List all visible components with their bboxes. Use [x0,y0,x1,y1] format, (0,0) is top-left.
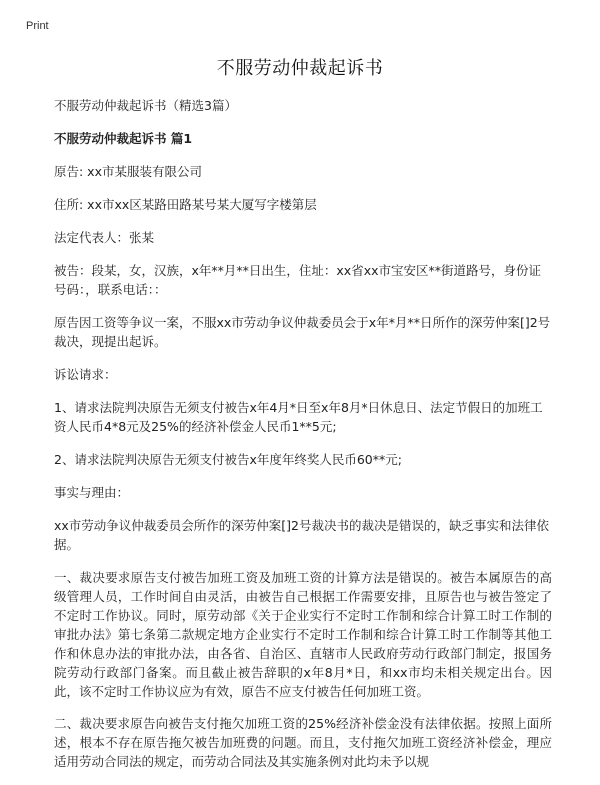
section-heading: 不服劳动仲裁起诉书 篇1 [54,131,193,146]
legal-representative-line: 法定代表人：张某 [54,230,155,245]
subtitle: 不服劳动仲裁起诉书（精选3篇） [54,98,237,113]
print-link[interactable]: Print [26,20,49,32]
claims-heading: 诉讼请求： [54,367,117,382]
address-line: 住所: xx市xx区某路田路某号某大厦写字楼第层 [54,197,317,212]
claim-1-paragraph: 1、请求法院判决原告无须支付被告x年4月*日至x年8月*日休息日、法定节假日的加班工资人民币4*8元及25%的经济补偿金人民币1**5元; [54,400,543,434]
facts-heading: 事实与理由： [54,485,130,500]
reason-1-paragraph: 一、裁决要求原告支付被告加班工资及加班工资的计算方法是错误的。被告本属原告的高级管理人员，工作时间自由灵活，由被告自己根据工作需要安排，且原告也与被告签定了不定时工作协议。同时，原劳动部《关于企业实行不定时工作制和综合计算工时工作制的审批办法》第七条第二款规定地方企业实行不定时工作制和综合计算工时工作制等其他工作和休息办法的审批办法，由各省、自治区、直辖市人民政府劳动行政部门制定，报国务院劳动行政部门备案。而且截止被告辞职的x年8月*日，和xx市均未相关规定出台。因此，该不定时工作协议应为有效，原告不应支付被告任何加班工资。 [54,570,552,699]
reason-2-paragraph: 二、裁决要求原告向被告支付拖欠加班工资的25%经济补偿金没有法律依据。按照上面所述，根本不存在原告拖欠被告加班费的问题。而且，支付拖欠加班工资经济补偿金，理应适用劳动合同法的规定，而劳动合同法及其实施条例对此均未予以规 [54,716,552,769]
plaintiff-line: 原告: xx市某服装有限公司 [54,164,202,179]
defendant-paragraph: 被告：段某，女，汉族，x年**月**日出生，住址：xx省xx市宝安区**街道路号，身份证号码：，联系电话：： [54,263,541,297]
case-intro-paragraph: 原告因工资等争议一案，不服xx市劳动争议仲裁委员会于x年*月**日所作的深劳仲案[]2号裁决，现提出起诉。 [54,315,551,349]
document-body [54,96,552,785]
document-title: 不服劳动仲裁起诉书 [216,58,384,79]
claim-2-paragraph: 2、请求法院判决原告无须支付被告x年度年终奖人民币60**元; [54,452,402,467]
facts-intro-paragraph: xx市劳动争议仲裁委员会所作的深劳仲案[]2号裁决书的裁决是错误的，缺乏事实和法律依据。 [54,518,550,552]
